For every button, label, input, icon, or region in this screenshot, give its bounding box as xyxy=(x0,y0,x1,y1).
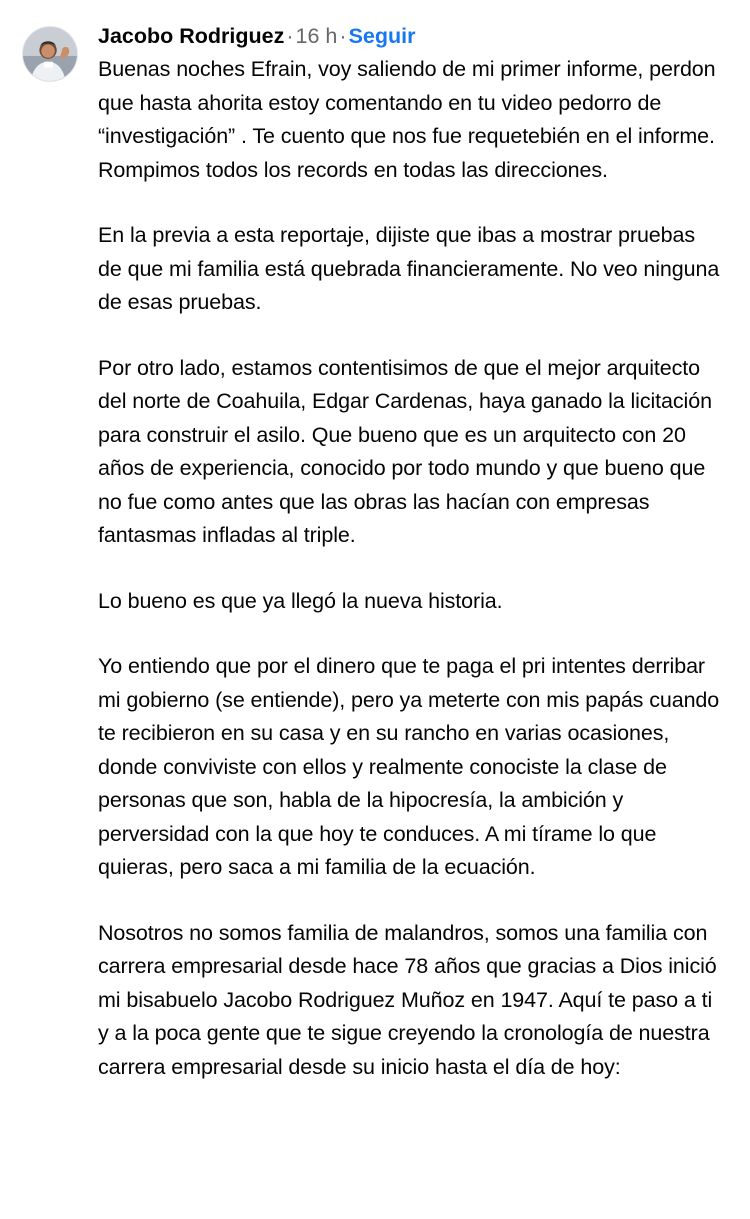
avatar[interactable] xyxy=(22,26,78,82)
avatar-image xyxy=(22,26,78,82)
comment-timestamp[interactable]: 16 h xyxy=(295,24,338,48)
meta-separator-1: · xyxy=(286,24,294,48)
comment-text xyxy=(98,53,724,1084)
comment-paragraph: Yo entiendo que por el dinero que te paga el pri intentes derribar mi gobierno (se entiende), pero ya meterte con mis papás cuando te recibieron en su casa y en su rancho en varias ocasiones, donde conviviste con ellos y realmente conociste la clase de personas que son, habla de la hipocresía, la ambición y perversidad con la que hoy te conduces. A mi tírame lo que quieras, pero saca a mi familia de la ecuación. xyxy=(98,654,720,879)
meta-separator-2: · xyxy=(339,24,347,48)
author-name[interactable]: Jacobo Rodriguez xyxy=(98,24,285,48)
comment-body xyxy=(98,22,724,1084)
comment-paragraph: En la previa a esta reportaje, dijiste que ibas a mostrar pruebas de que mi familia está quebrada financieramente. No veo ninguna de esas pruebas. xyxy=(98,223,720,314)
comment-paragraph: Lo bueno es que ya llegó la nueva historia. xyxy=(98,588,503,613)
comment-meta xyxy=(98,22,724,50)
avatar-photo-icon xyxy=(23,27,77,81)
follow-button[interactable]: Seguir xyxy=(348,24,416,48)
comment-paragraph: Buenas noches Efrain, voy saliendo de mi primer informe, perdon que hasta ahorita estoy comentando en tu video pedorro de “investigación” . Te cuento que nos fue requetebién en el informe. Rompimos todos los records en todas las direcciones. xyxy=(98,57,716,182)
comment-paragraph: Por otro lado, estamos contentisimos de que el mejor arquitecto del norte de Coahuila, Edgar Cardenas, haya ganado la licitación para construir el asilo. Que bueno que es un arquitecto con 20 años de experiencia, conocido por todo mundo y que bueno que no fue como antes que las obras las hacían con empresas fantasmas infladas al triple. xyxy=(98,355,712,547)
comment-paragraph: Nosotros no somos familia de malandros, somos una familia con carrera empresarial desde hace 78 años que gracias a Dios inició mi bisabuelo Jacobo Rodriguez Muñoz en 1947. Aquí te paso a ti y a la poca gente que te sigue creyendo la cronología de nuestra carrera empresarial desde su inicio hasta el día de hoy: xyxy=(98,920,717,1079)
